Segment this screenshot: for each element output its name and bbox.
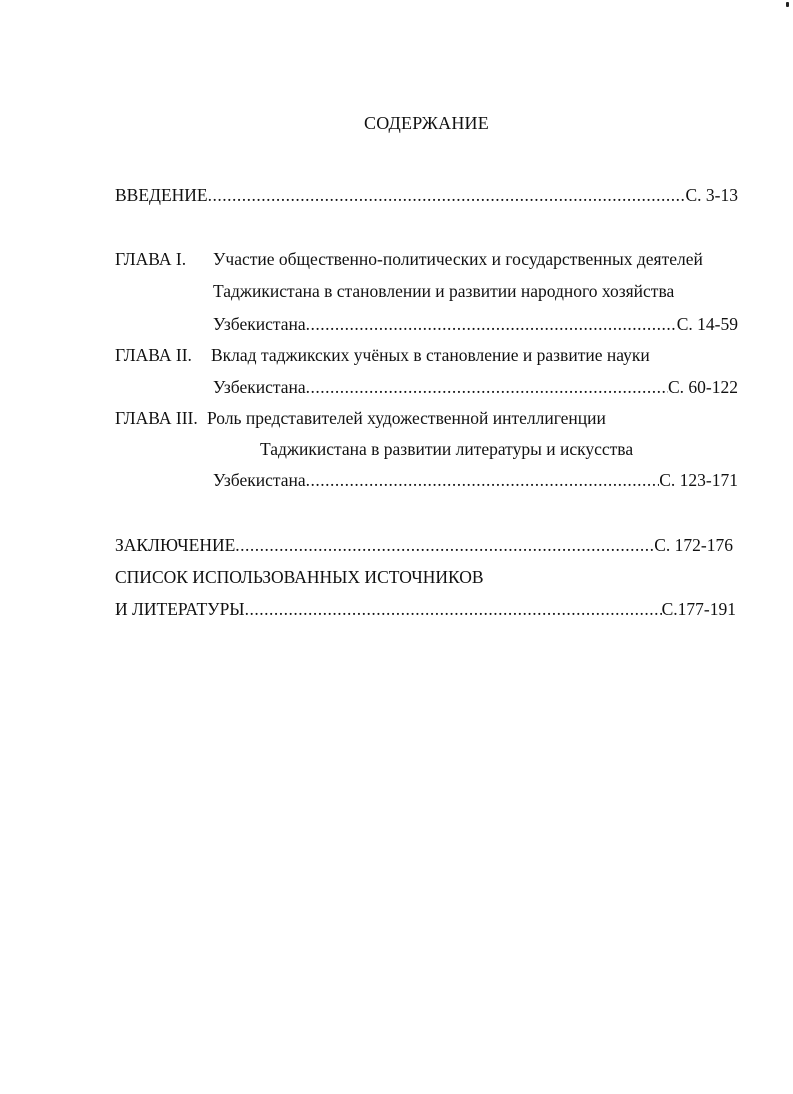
toc-entry-chapter1 — [213, 313, 738, 335]
toc-entry-sources — [115, 598, 736, 620]
toc-leader-dots — [245, 598, 662, 620]
toc-pages-introduction: С. 3-13 — [685, 185, 738, 205]
toc-label-conclusion: ЗАКЛЮЧЕНИЕ — [115, 535, 236, 555]
toc-pages-chapter2: С. 60-122 — [668, 377, 738, 397]
toc-chapter2-label: ГЛАВА II. — [115, 345, 192, 365]
toc-chapter3-title-line3: Узбекистана — [213, 470, 306, 490]
toc-chapter3-title-line1: Роль представителей художественной интеллигенции — [207, 408, 606, 428]
page-title: СОДЕРЖАНИЕ — [364, 113, 489, 133]
toc-leader-dots — [306, 313, 677, 335]
toc-chapter1-label: ГЛАВА I. — [115, 249, 187, 269]
toc-entry-conclusion — [115, 534, 733, 556]
toc-leader-dots — [235, 534, 654, 556]
toc-chapter3-title-line2: Таджикистана в развитии литературы и искусства — [260, 439, 634, 459]
toc-label-introduction: ВВЕДЕНИЕ — [115, 185, 208, 205]
toc-pages-chapter3: С. 123-171 — [659, 470, 738, 490]
toc-chapter2-title-line1: Вклад таджикских учёных в становление и развитие науки — [211, 345, 650, 365]
toc-chapter1-title-line2: Таджикистана в становлении и развитии народного хозяйства — [213, 281, 675, 301]
toc-leader-dots — [306, 376, 668, 398]
toc-entry-chapter3 — [213, 469, 738, 491]
toc-chapter3-label: ГЛАВА III. — [115, 408, 198, 428]
toc-sources-label-line2: И ЛИТЕРАТУРЫ — [115, 599, 245, 619]
toc-entry-chapter2 — [213, 376, 738, 398]
scan-artifact — [786, 2, 789, 7]
toc-leader-dots — [208, 184, 686, 206]
toc-entry-introduction — [115, 184, 738, 206]
toc-chapter1-title-line1: Участие общественно-политических и государственных деятелей — [213, 249, 703, 269]
toc-pages-conclusion: С. 172-176 — [654, 535, 733, 555]
toc-leader-dots — [306, 469, 660, 491]
toc-chapter1-title-line3: Узбекистана — [213, 314, 306, 334]
toc-chapter2-title-line2: Узбекистана — [213, 377, 306, 397]
toc-sources-label-line1: СПИСОК ИСПОЛЬЗОВАННЫХ ИСТОЧНИКОВ — [115, 567, 484, 587]
toc-pages-chapter1: С. 14-59 — [676, 314, 738, 334]
toc-pages-sources: С.177-191 — [661, 599, 736, 619]
